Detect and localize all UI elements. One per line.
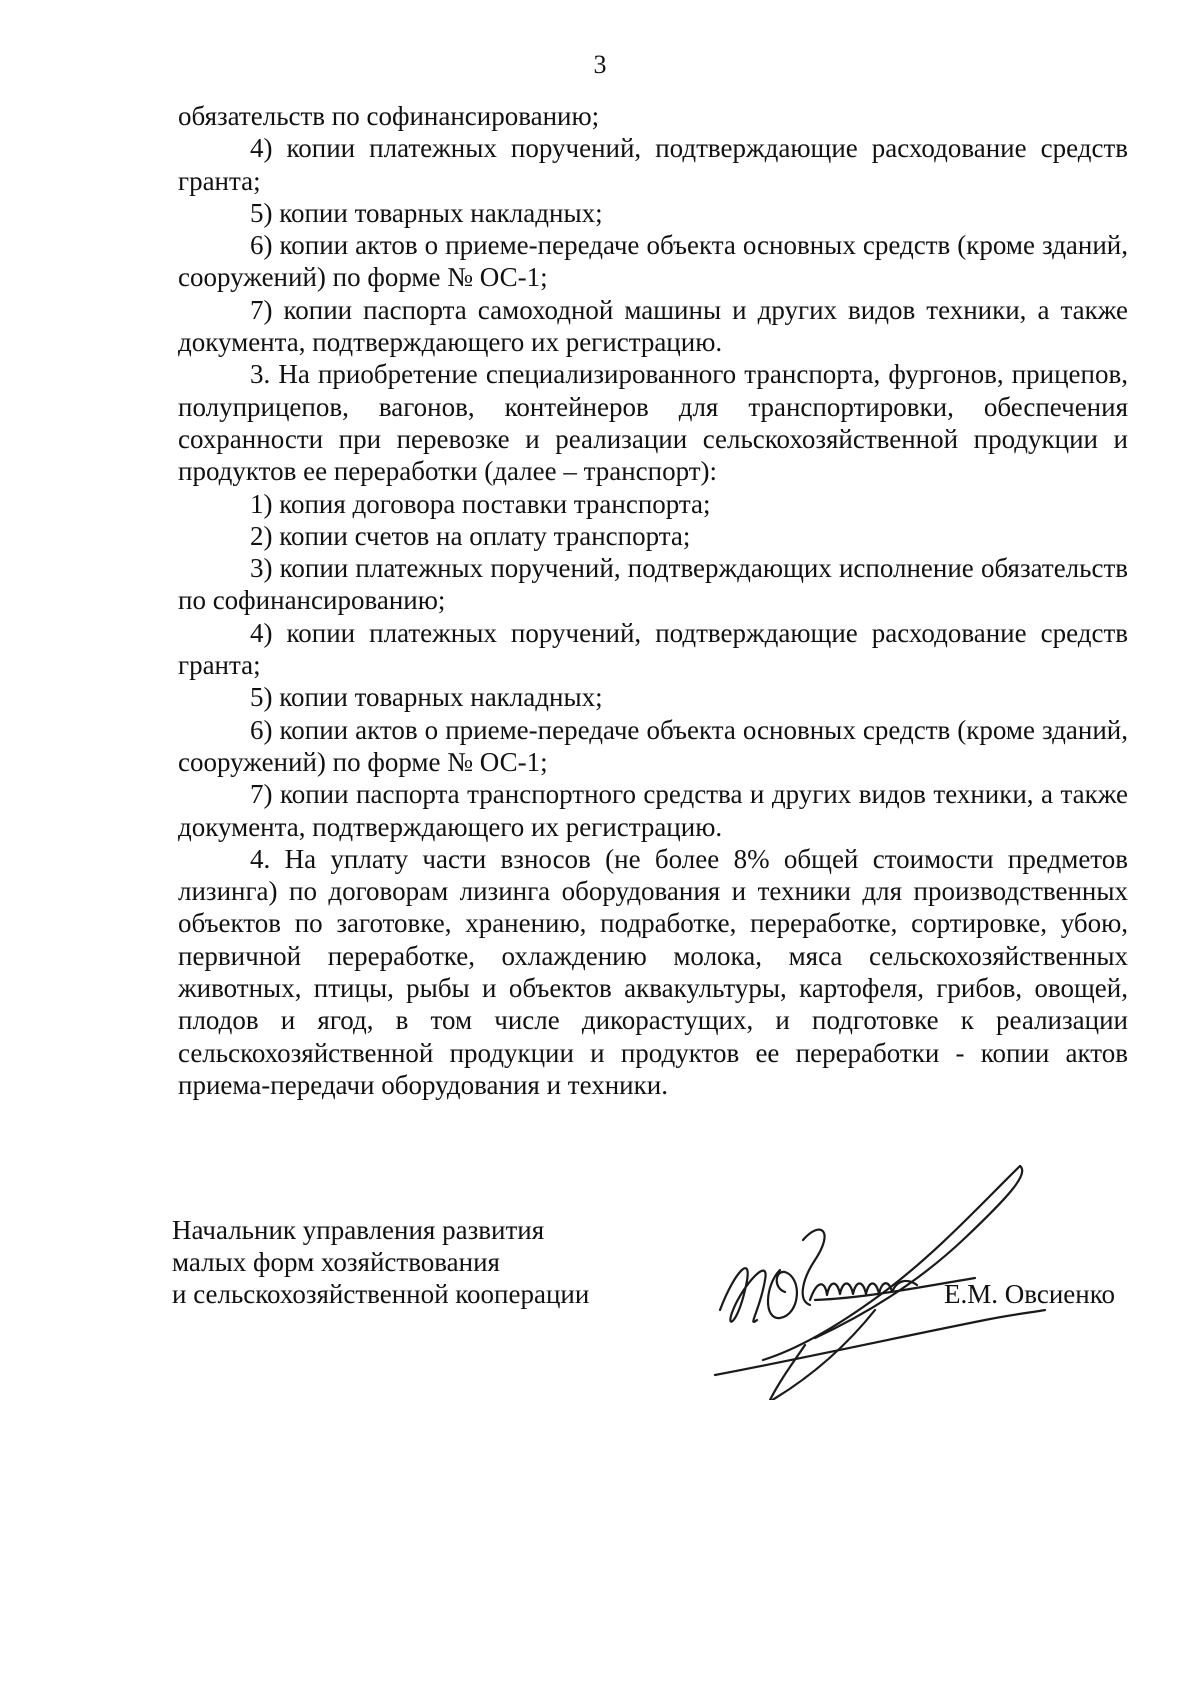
paragraph: 6) копии актов о приеме-передаче объекта основных средств (кроме зданий, сооружений) по форме № ОС-1; xyxy=(178,714,1128,777)
signature-stroke xyxy=(770,1345,805,1400)
paragraph: 2) копии счетов на оплату транспорта; xyxy=(250,520,691,551)
signer-name: Е.М. Овсиенко xyxy=(944,1279,1115,1309)
signer-title-line: и сельскохозяйственной кооперации xyxy=(172,1279,590,1309)
paragraph: 6) копии актов о приеме-передаче объекта основных средств (кроме зданий, сооружений) по форме № ОС-1; xyxy=(178,230,1128,293)
signature-stroke xyxy=(763,1166,1020,1360)
signature-stroke xyxy=(715,1310,1045,1375)
paragraph: 3. На приобретение специализированного транспорта, фургонов, прицепов, полуприцепов, вагонов, контейнеров для транспортировки, обеспечения сохранности при перевозке и реализации сельскохозяйственной продукции и продуктов ее переработки (далее – транспорт): xyxy=(178,359,1128,487)
signer-title-line: Начальник управления развития xyxy=(172,1215,545,1245)
signature-stroke xyxy=(768,1270,797,1318)
paragraph: 5) копии товарных накладных; xyxy=(250,197,603,228)
paragraph: 4. На уплату части взносов (не более 8% общей стоимости предметов лизинга) по договорам лизинга оборудования и техники для производственных объектов по заготовке, хранению, подработке, переработке, сортировке, убою, первичной переработке, охлаждению молока, мяса сельскохозяйственных животных, птицы, рыбы и объектов аквакультуры, картофеля, грибов, овощей, плодов и ягод, в том числе дикорастущих, и подготовке к реализации сельскохозяйственной продукции и продуктов ее переработки - копии актов приема-передачи оборудования и техники. xyxy=(178,843,1128,1100)
paragraph: 7) копии паспорта транспортного средства и других видов техники, а также документа, подтверждающего их регистрацию. xyxy=(178,779,1128,842)
document-body xyxy=(178,100,1128,1101)
paragraph: 3) копии платежных поручений, подтверждающих исполнение обязательств по софинансированию; xyxy=(178,553,1128,616)
signature-stroke xyxy=(815,1166,1022,1338)
paragraph: 1) копия договора поставки транспорта; xyxy=(250,488,711,519)
page-number: 3 xyxy=(593,50,607,79)
paragraph: обязательств по софинансированию; xyxy=(178,101,600,131)
signature-stroke xyxy=(720,1268,766,1322)
signer-title-line: малых форм хозяйствования xyxy=(172,1247,500,1277)
paragraph: 7) копии паспорта самоходной машины и других видов техники, а также документа, подтверждающего их регистрацию. xyxy=(178,294,1128,358)
paragraph: 4) копии платежных поручений, подтверждающие расходование средств гранта; xyxy=(178,133,1128,196)
signer-title xyxy=(172,1214,589,1310)
paragraph: 5) копии товарных накладных; xyxy=(250,682,603,713)
paragraph: 4) копии платежных поручений, подтверждающие расходование средств гранта; xyxy=(178,617,1128,681)
